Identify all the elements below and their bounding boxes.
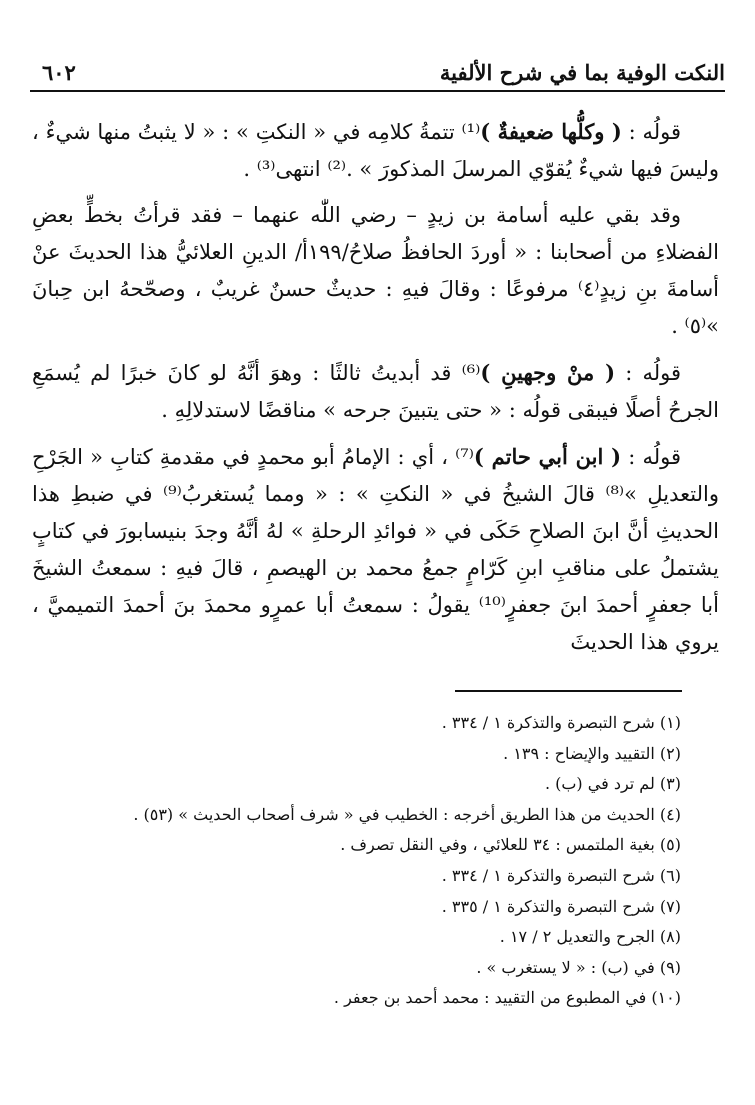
footnote: (١) شرح التبصرة والتذكرة ١ / ٣٣٤ . (441, 713, 681, 732)
footnote: (١٠) في المطبوع من التقييد : محمد أحمد بن جعفر . (333, 988, 681, 1008)
running-header (30, 60, 725, 92)
footnote-separator (455, 690, 682, 692)
paragraph: وقد بقي عليه أسامة بن زيدٍ – رضي اللّٰه عنهما – فقد قرأتُ بخطٍّ بعضِ الفضلاءِ من أصحابنا : « أوردَ الحافظُ صلاحُ/١٩٩أ/ الدينِ العلائيُّ هذا الحديثَ عنْ أسامةَ بنِ زيدٍ⁽٤⁾ مرفوعًا : وقالَ فيهِ : حديثٌ حسنٌ غريبٌ ، وصحّحهُ ابن حِبانَ »⁽٥⁾ . (32, 203, 720, 338)
paragraph: قولُه : ( منْ وجهينِ )⁽⁶⁾ قد أبديتُ ثالثًا : وهوَ أنَّهُ لو كانَ خبرًا لم يُسمَعِ الجرحُ أصلًا فيبقى قولُه : « حتى يتبينَ جرحه » مناقضًا لاستدلالِهِ . (32, 360, 719, 422)
footnotes (40, 708, 681, 1014)
footnote: (٤) الحديث من هذا الطريق أخرجه : الخطيب في « شرف أصحاب الحديث » (٥٣) . (133, 804, 681, 824)
footnote: (٧) شرح التبصرة والتذكرة ١ / ٣٣٥ . (441, 896, 681, 916)
quoted-lemma: ( ابن أبي حاتم ) (473, 444, 622, 469)
footnote: (٣) لم ترد في (ب) . (544, 774, 681, 794)
quoted-lemma: ( منْ وجهينِ ) (480, 360, 616, 385)
quoted-lemma: ( وكلُّها ضعيفةٌ ) (480, 119, 622, 144)
footnote: (٢) التقييد والإيضاح : ١٣٩ . (503, 743, 681, 763)
book-title: النكت الوفية بما في شرح الألفية (439, 60, 725, 85)
paragraph: قولُه : ( ابن أبي حاتم )⁽⁷⁾ ، أي : الإمامُ أبو محمدٍ في مقدمةِ كتابِ « الجَرْحِ والتعديلِ »⁽⁸⁾ قالَ الشيخُ في « النكتِ » : « ومما يُستغربُ⁽⁹⁾ في ضبطِ هذا الحديثِ أنَّ ابنَ الصلاحِ حَكَى في « فوائدِ الرحلةِ » لهُ أنَّهُ وجدَ بنيسابورَ في كتابٍ يشتملُ على مناقبِ ابنِ كَرّامٍ جمعُ محمد بن الهيصمِ ، قالَ فيهِ : سمعتُ الشيخَ أبا جعفرٍ أحمدَ ابنَ جعفرٍ⁽¹⁰⁾ يقولُ : سمعتُ أبا عمرٍو محمدَ بنَ أحمدَ التميميَّ ، يروي هذا الحديثَ (32, 444, 720, 654)
main-text (32, 113, 719, 670)
paragraph: قولُه : ( وكلُّها ضعيفةٌ )⁽¹⁾ تتمةُ كلامِه في « النكتِ » : « لا يثبتُ منها شيءٌ ، وليسَ فيها شيءٌ يُقوّي المرسلَ المذكورَ » .⁽²⁾ انتهى⁽³⁾ . (32, 119, 719, 181)
footnote: (٦) شرح التبصرة والتذكرة ١ / ٣٣٤ . (441, 865, 681, 885)
footnote: (٥) بغية الملتمس : ٣٤ للعلائي ، وفي النقل تصرف . (340, 835, 681, 855)
footnote: (٩) في (ب) : « لا يستغرب » . (476, 957, 681, 977)
footnote: (٨) الجرح والتعديل ٢ / ١٧ . (499, 927, 681, 947)
page-number: ٦٠٢ (42, 60, 76, 85)
